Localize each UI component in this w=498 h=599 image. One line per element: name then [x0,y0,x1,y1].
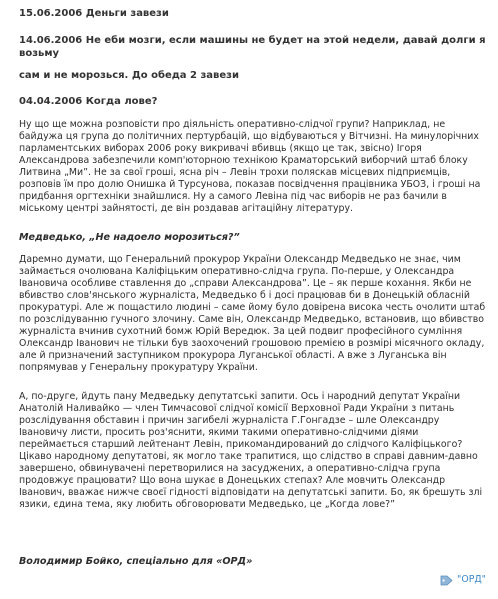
tag-label[interactable]: "ОРД" [457,574,486,585]
headline-continuation: сам и не морозься. До обеда 2 завези [19,70,239,81]
tag-link[interactable] [440,574,486,586]
article-paragraph-1: Даремно думати, що Генеральний прокурор України Олександр Медведько не знає, чим займається очолювана Каліфіцьким оперативно-слідча група. По-перше, у Олександра Івановича особливе ставлення до „справи Александрова”. Це – як перше кохання. Якби не вбивство слов'янського журналіста, Медведько б і досі працював би в Донецькій обласній прокуратурі. Але ж пощастило людині – саме йому було довірена висока честь очолити штаб по розслідуванню гучного злочину. Саме він, Олександр Медведько, встановив, що вбивство журналіста вчинив сухотний бомж Юрій Вередюк. За цей подвиг професійного сумління Олександр Іванович не тільки був заохочений грошовою премією в розмірі місячного окладу, але й призначений заступником прокурора Луганської області. А вже з Луганська він попрямував у Генеральну прокуратуру України. [19,254,486,373]
tag-icon [440,575,453,586]
article-intro-paragraph: Ну що ще можна розповісти про діяльність оперативно-слідчої групи? Наприклад, не байдужа ця група до політичних пертурбацій, що відбуваються у Вітчизні. На минулорічних парламентських виборах 2006 року викривачі вбивць (якщо це так, звісно) Ігоря Александрова забезпечили комп'юторною технікою Краматорський виборчий штаб блоку Литвина „Ми”. Не за свої гроші, ясна річ – Левін трохи поляскав місцевих підприємців, розповів їм про долю Онишка й Турсунова, показав посвідчення працівника УБОЗ, і гроші на придбання оргтехніки знайшлися. Ну а самого Левіна під час виборів не раз бачили в міському центрі зайнятості, де він роздавав агітаційну літературу. [19,119,481,214]
headline-date-3: 04.04.2006 Когда лове? [19,96,158,107]
headline-date-2: 14.06.2006 Не еби мозги, если машины не будет на этой недели, давай долги я возьму [19,35,486,59]
headline-date-1: 15.06.2006 Деньги завези [19,8,169,19]
article-signature: Володимир Бойко, спеціально для «ОРД» [19,556,253,567]
article-subheading: Медведько, „Не надоело морозиться?” [19,232,240,243]
article-paragraph-2: А, по-друге, йдуть пану Медведьку депутатські запити. Ось і народний депутат України Анатолій Наливайко — член Тимчасової слідчої комісії Верховної Ради України з питань розслідування обставин і причин загибелі журналіста Г.Гонгадзе – шле Олександру Івановичу листи, просить роз'яснити, якими такими оперативно-слідчими діями переймається старший лейтенант Левін, прикомандирований до слідчого Каліфіцького? Цікаво народному депутатові, як могло таке трапитися, що слідство в справі давним-давно завершено, обвинувачені перетворилися на засуджених, а оперативно-слідча група продовжує працювати? Що вона шукає в Донецьких степах? Але мовчить Олександр Іванович, вважає нижче своєї гідності відповідати на депутатські запити. Бо, як брешуть злі язики, єдина тема, яку любить обговорювати Медведько, це „Когда лове?” [19,391,483,510]
